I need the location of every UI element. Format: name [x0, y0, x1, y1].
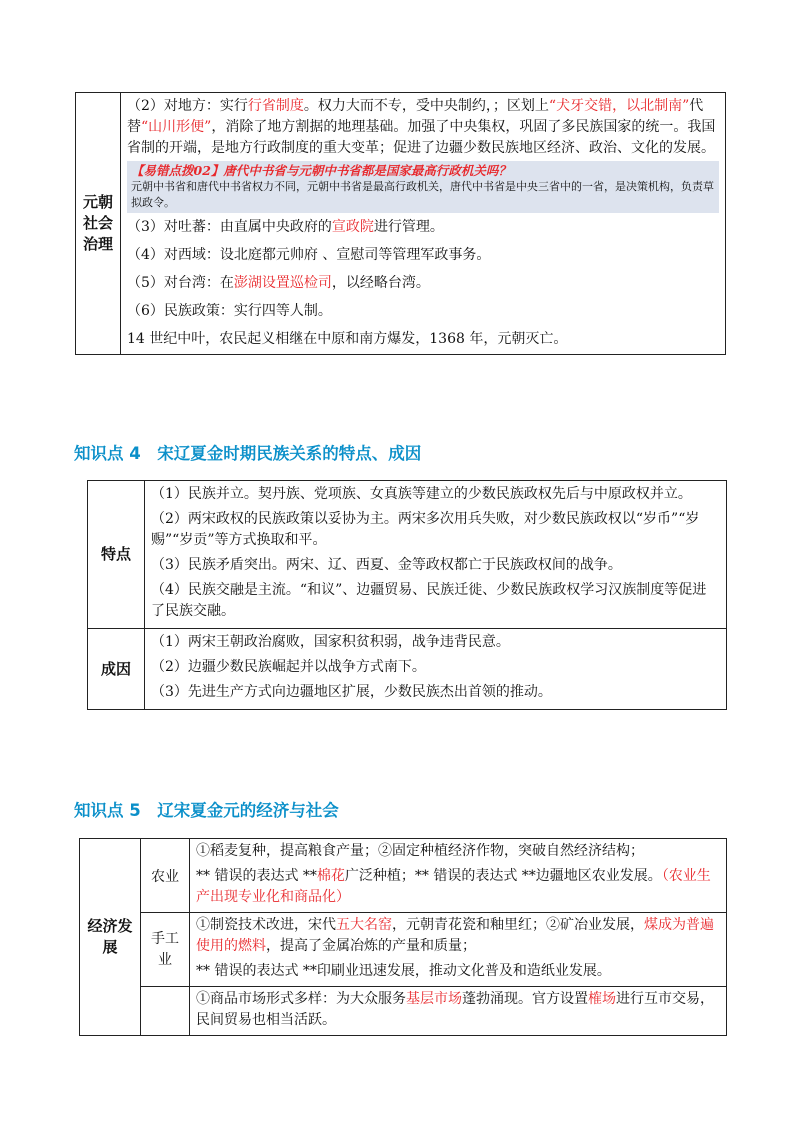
label-line: 展 [102, 938, 118, 956]
paragraph-taiwan: （5）对台湾：在澎湖设置巡检司，以经略台湾。 [127, 275, 430, 291]
label-line: 经济发 [87, 917, 133, 935]
highlight-term: 澎湖设置巡检司 [233, 275, 332, 291]
table-economy-society [79, 838, 727, 1036]
list-item: （2）边疆少数民族崛起并以战争方式南下。 [151, 659, 426, 675]
highlight-term: 五大名窑 [336, 917, 392, 933]
causes-content [145, 629, 727, 710]
highlight-term: 棉花 [316, 868, 345, 884]
paragraph-western-regions: （4）对西域：设北庭都元帅府 、宣慰司等管理军政事务。 [127, 247, 491, 263]
handicraft-line-1: ①制瓷技术改进，宋代五大名窑，元朝青花瓷和釉里红；②矿冶业发展，煤成为普遍使用的燃料，提高了金属冶炼的产量和质量； [196, 917, 714, 954]
row-label-causes: 成因 [88, 629, 145, 710]
paragraph-yuan-fall: 14 世纪中叶，农民起义相继在中原和南方爆发，1368 年，元朝灭亡。 [127, 331, 568, 347]
highlight-term: （农业生产出现专业化和商品化） [196, 868, 711, 905]
agriculture-line-2: ** 错误的表达式 **棉花广泛种植；** 错误的表达式 **边疆地区农业发展。（农业生产出现专业化和商品化） [196, 868, 711, 905]
error-tip-title: 【易错点拨02】唐代中书省与元朝中书省都是国家最高行政机关吗？ [131, 163, 511, 178]
handicraft-line-2: ** 错误的表达式 **印刷业迅速发展，推动文化普及和造纸业发展。 [196, 963, 611, 979]
label-line: 元朝 [82, 193, 113, 211]
highlight-term: 行省制度 [247, 98, 304, 114]
highlight-term: “犬牙交错，以北制南” [548, 98, 690, 114]
table-ethnic-relations [87, 480, 727, 710]
paragraph-local-governance: （2）对地方：实行行省制度。权力大而不专，受中央制约，；区划上“犬牙交错，以北制南”代替“山川形便”，消除了地方割据的地理基础。加强了中央集权，巩固了多民族国家的统一。我国省制的开端，是地方行政制度的重大变革；促进了边疆少数民族地区经济、政治、文化的发展。 [127, 98, 716, 156]
highlight-term: “山川形便” [141, 119, 212, 135]
list-item: （3）民族矛盾突出。两宋、辽、西夏、金等政权都亡于民族政权间的战争。 [151, 557, 622, 573]
paragraph-ethnic-policy: （6）民族政策：实行四等人制。 [127, 303, 332, 319]
row-label-economic-development [80, 839, 141, 1036]
error-tip-box [127, 161, 719, 213]
label-line: 手工 [151, 930, 179, 947]
highlight-term: 宣政院 [331, 219, 374, 235]
row-label-yuan-governance [76, 93, 121, 355]
commerce-line-1: ①商品市场形式多样：为大众服务基层市场蓬勃涌现。官方设置榷场进行互市交易，民间贸易也相当活跃。 [196, 991, 714, 1028]
sub-label-handicraft [141, 913, 190, 987]
label-line: 业 [158, 951, 172, 968]
list-item: （3）先进生产方式向边疆地区扩展，少数民族杰出首领的推动。 [151, 684, 552, 700]
label-line: 社会 [82, 214, 113, 232]
handicraft-content [190, 913, 727, 987]
commerce-content [190, 987, 727, 1036]
sub-label-commerce-empty [141, 987, 190, 1036]
features-content [145, 481, 727, 629]
list-item: （4）民族交融是主流。“和议”、边疆贸易、民族迁徙、少数民族政权学习汉族制度等促进了民族交融。 [151, 582, 707, 619]
table-yuan-governance [75, 92, 726, 355]
highlight-term: 煤成为普遍使用的燃料 [196, 917, 714, 954]
highlight-term: 榷场 [588, 991, 616, 1007]
list-item: （1）两宋王朝政治腐败，国家积贫积弱，战争违背民意。 [151, 634, 510, 650]
yuan-governance-content [121, 93, 726, 355]
error-tip-body: 元朝中书省和唐代中书省权力不同，元朝中书省是最高行政机关，唐代中书省是中央三省中的一省，是决策机构，负责草拟政令。 [131, 180, 714, 209]
list-item: （1）民族并立。契丹族、党项族、女真族等建立的少数民族政权先后与中原政权并立。 [151, 486, 692, 502]
agriculture-line-1: ①稻麦复种，提高粮食产量；②固定种植经济作物，突破自然经济结构； [196, 843, 644, 859]
section-title-5: 知识点 5 辽宋夏金元的经济与社会 [74, 801, 339, 820]
row-label-features: 特点 [88, 481, 145, 629]
list-item: （2）两宋政权的民族政策以妥协为主。两宋多次用兵失败，对少数民族政权以“岁币”“岁赐”“岁贡”等方式换取和平。 [151, 511, 700, 548]
sub-label-agriculture: 农业 [141, 839, 190, 913]
highlight-term: 基层市场 [406, 991, 462, 1007]
section-title-4: 知识点 4 宋辽夏金时期民族关系的特点、成因 [74, 444, 422, 463]
agriculture-content [190, 839, 727, 913]
paragraph-tibet: （3）对吐蕃：由直属中央政府的宣政院进行管理。 [127, 219, 444, 235]
label-line: 治理 [82, 235, 113, 253]
